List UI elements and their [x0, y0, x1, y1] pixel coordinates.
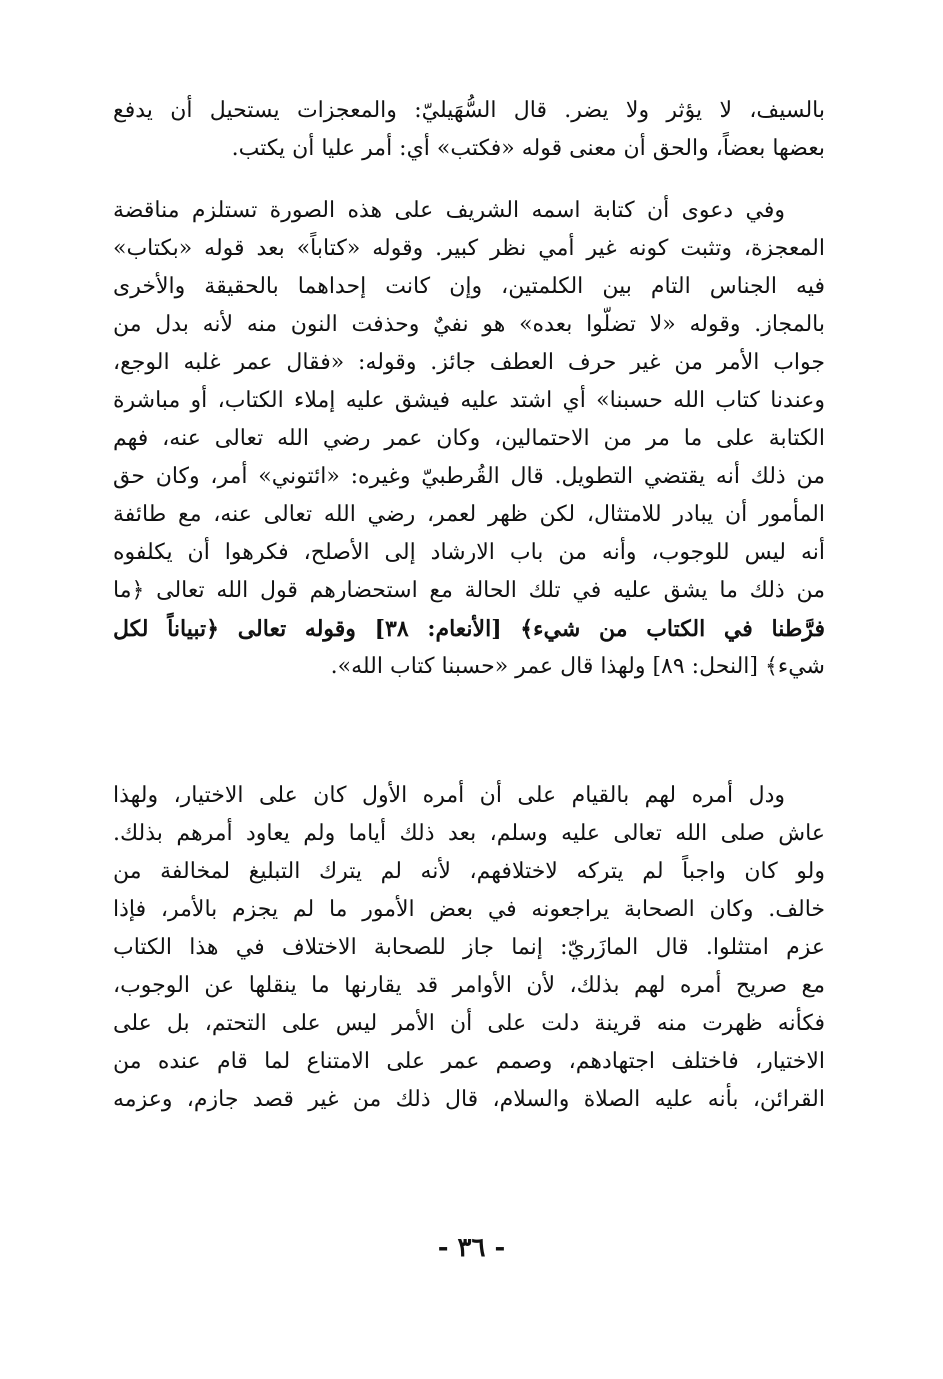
page-number: - ٣٦ - — [437, 1233, 506, 1263]
paragraph-3 — [113, 777, 825, 1119]
text-line: المأمور أن يبادر للامتثال، لكن ظهر لعمر، رضي الله تعالى عنه، مع طائفة — [113, 502, 825, 527]
quran-quote-line: فرَّطنا في الكتاب من شيء﴾ [الأنعام: ٣٨] وقوله تعالى ﴿تبياناً لكل — [113, 616, 825, 642]
text-line: فيه الجناس التام بين الكلمتين، وإن كانت إحداهما بالحقيقة والأخرى — [113, 274, 825, 299]
text-line: مع صريح أمره لهم بذلك، لأن الأوامر قد يقارنها ما ينقلها عن الوجوب، — [113, 973, 825, 998]
text-line: وعندنا كتاب الله حسبنا» أي اشتد عليه فيشق عليه إملاء الكتاب، أو مباشرة — [113, 388, 825, 413]
text-line: شيء﴾ [النحل: ٨٩] ولهذا قال عمر «حسبنا كتاب الله». — [330, 654, 825, 679]
text-line: بعضها بعضاً، والحق أن معنى قوله «فكتب» أي: أمر عليا أن يكتب. — [231, 136, 825, 161]
text-line: عزم امتثلوا. قال المازَريّ: إنما جاز للصحابة الاختلاف في هذا الكتاب — [113, 935, 825, 960]
text-line: ولو كان واجباً لم يتركه لاختلافهم، لأنه لم يترك التبليغ لمخالفة من — [113, 859, 825, 884]
text-line: بالمجاز. وقوله «لا تضلّوا بعده» هو نفيٌ وحذفت النون منه لأنه بدل من — [113, 312, 825, 337]
text-line: المعجزة، وتثبت كونه غير أمي نظر كبير. وقوله «كتاباً» بعد قوله «بكتاب» — [113, 236, 825, 261]
text-line: القرائن، بأنه عليه الصلاة والسلام، قال ذلك من غير قصد جازم، وعزمه — [113, 1087, 825, 1112]
text-line: خالف. وكان الصحابة يراجعونه في بعض الأمور ما لم يجزم بالأمر، فإذا — [113, 897, 825, 922]
text-line: عاش صلى الله تعالى عليه وسلم، بعد ذلك أياما ولم يعاود أمرهم بذلك. — [113, 821, 825, 846]
text-line: جواب الأمر من غير حرف العطف جائز. وقوله: «فقال عمر غلبه الوجع، — [113, 350, 825, 375]
text-line: بالسيف، لا يؤثر ولا يضر. قال السُّهَيليّ: والمعجزات يستحيل أن يدفع — [113, 98, 825, 123]
text-line: من ذلك أنه يقتضي التطويل. قال القُرطبيّ وغيره: «ائتوني» أمر، وكان حق — [113, 464, 825, 489]
paragraph-2 — [113, 192, 825, 686]
text-line: من ذلك ما يشق عليه في تلك الحالة مع استحضارهم قول الله تعالى ﴿ما — [113, 578, 825, 603]
text-line: الكتابة على ما مر من الاحتمالين، وكان عمر رضي الله تعالى عنه، فهم — [113, 426, 825, 451]
text-line: أنه ليس للوجوب، وأنه من باب الارشاد إلى الأصلح، فكرهوا أن يكلفوه — [113, 540, 825, 565]
text-line: فكأنه ظهرت منه قرينة دلت على أن الأمر ليس على التحتم، بل على — [113, 1011, 825, 1036]
text-line: ودل أمره لهم بالقيام على أن أمره الأول كان على الاختيار، ولهذا — [113, 783, 785, 808]
paragraph-1 — [113, 92, 825, 168]
text-line: وفي دعوى أن كتابة اسمه الشريف على هذه الصورة تستلزم مناقضة — [113, 198, 785, 223]
text-line: الاختيار، فاختلف اجتهادهم، وصمم عمر على الامتناع لما قام عنده من — [113, 1049, 825, 1074]
